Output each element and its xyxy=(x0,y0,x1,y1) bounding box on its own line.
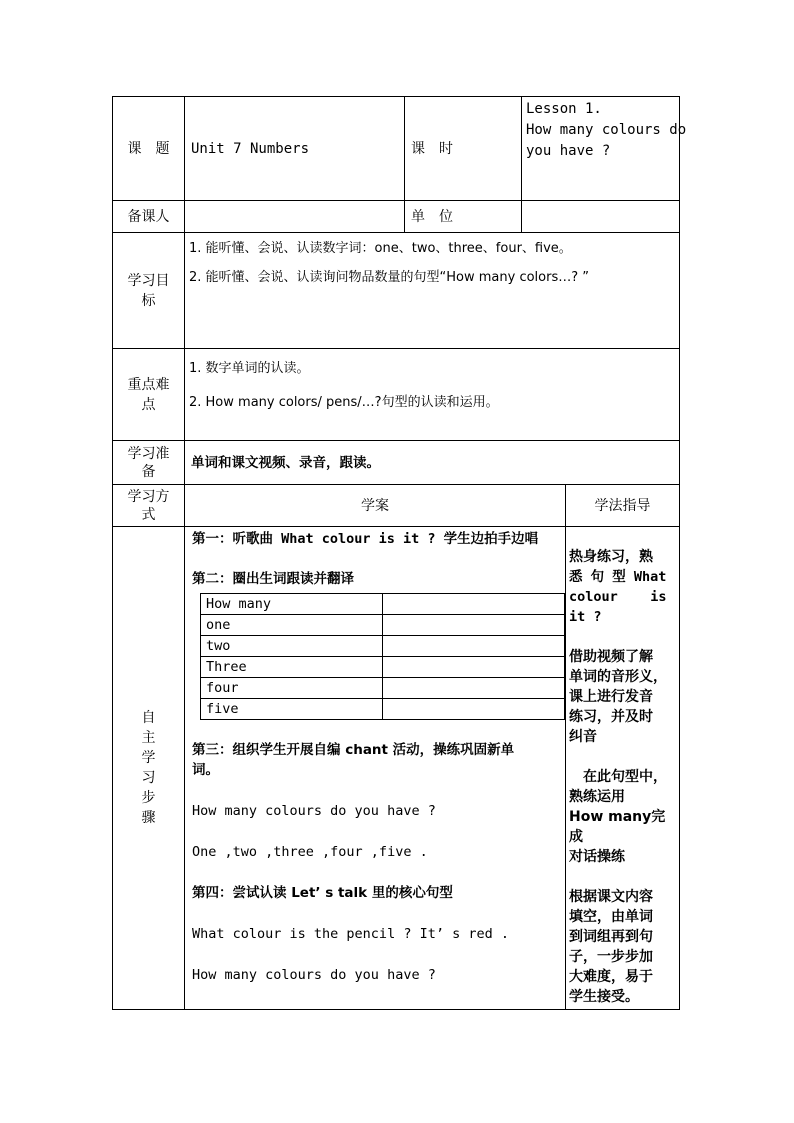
plan-header: 学案 xyxy=(185,485,566,527)
step-3-line-1: 第三：组织学生开展自编 chant 活动，操练巩固新单 xyxy=(192,742,515,758)
key-points-label-line1: 重点难 xyxy=(127,376,170,393)
guidance-2-line: 单词的音形义， xyxy=(569,669,667,685)
self-study-char-2: 主 xyxy=(141,730,156,746)
guidance-block-3 xyxy=(569,767,676,867)
lesson-line-2: How many colours do xyxy=(526,122,687,138)
guidance-2-line: 纠音 xyxy=(569,729,597,745)
vocab-word: one xyxy=(201,615,383,636)
guidance-block-1 xyxy=(569,547,676,627)
method-row xyxy=(113,485,680,527)
self-study-content xyxy=(185,527,566,1010)
step-3-sentence-1: How many colours do you have ? xyxy=(192,803,436,819)
vocab-word: Three xyxy=(201,657,383,678)
guidance-4-line: 子，一步步加 xyxy=(569,949,653,965)
guidance-2-line: 借助视频了解 xyxy=(569,649,653,665)
method-label xyxy=(113,485,185,527)
guidance-content xyxy=(566,527,680,1010)
goals-label-line1: 学习目 xyxy=(127,272,170,289)
self-study-char-1: 自 xyxy=(141,710,156,726)
self-study-char-4: 习 xyxy=(141,770,156,786)
key-points-content xyxy=(185,349,680,441)
vocab-row xyxy=(201,636,565,657)
vocab-word: five xyxy=(201,699,383,720)
vocab-translation-field[interactable] xyxy=(383,657,565,678)
method-label-line1: 学习方 xyxy=(127,488,170,505)
preparer-label: 备课人 xyxy=(113,201,185,233)
goal-item-1: 1. 能听懂、会说、认读数字词：one、two、three、four、five。 xyxy=(189,241,572,256)
vocab-word: four xyxy=(201,678,383,699)
topic-row xyxy=(113,97,680,201)
self-study-char-5: 步 xyxy=(141,790,156,806)
vocab-translation-field[interactable] xyxy=(383,636,565,657)
goals-content xyxy=(185,233,680,349)
period-label: 课 时 xyxy=(405,97,522,201)
preparation-label-line1: 学习准 xyxy=(127,445,170,462)
lesson-line-1: Lesson 1. xyxy=(526,101,602,117)
vocab-row xyxy=(201,657,565,678)
vocab-word: two xyxy=(201,636,383,657)
goals-row xyxy=(113,233,680,349)
guidance-1-line: colour is xyxy=(569,589,667,605)
guidance-3-line: 对话操练 xyxy=(569,849,625,865)
goals-label xyxy=(113,233,185,349)
self-study-label xyxy=(113,527,185,1010)
key-points-row xyxy=(113,349,680,441)
guidance-3-line: 在此句型中， xyxy=(569,769,667,785)
unit-label: 单 位 xyxy=(405,201,522,233)
vocab-word: How many xyxy=(201,594,383,615)
key-points-label-line2: 点 xyxy=(141,396,156,413)
guidance-4-line: 填空，由单词 xyxy=(569,909,653,925)
vocab-table xyxy=(200,593,565,720)
preparation-row xyxy=(113,441,680,485)
self-study-row xyxy=(113,527,680,1010)
key-point-2: 2. How many colors/ pens/…?句型的认读和运用。 xyxy=(189,395,499,410)
goal-item-2: 2. 能听懂、会说、认读询问物品数量的句型“How many colors…? ” xyxy=(189,270,590,285)
guidance-1-line: 悉 句 型 What xyxy=(569,569,667,585)
guidance-block-2 xyxy=(569,647,676,747)
guidance-3-line: How many完成 xyxy=(569,809,666,845)
guidance-2-line: 课上进行发音 xyxy=(569,689,653,705)
preparation-label-line2: 备 xyxy=(141,463,156,480)
guidance-1-line: 热身练习，熟 xyxy=(569,549,653,565)
unit-value xyxy=(522,201,680,233)
preparer-value xyxy=(185,201,405,233)
step-4-sentence-1: What colour is the pencil ? It’ s red . xyxy=(192,926,509,942)
preparation-value: 单词和课文视频、录音，跟读。 xyxy=(185,441,680,485)
step-3-sentence-2: One ,two ,three ,four ,five . xyxy=(192,844,428,860)
key-points-label xyxy=(113,349,185,441)
lesson-plan-table xyxy=(112,96,687,1010)
goals-label-line2: 标 xyxy=(141,292,156,309)
step-2: 第二：圈出生词跟读并翻译 xyxy=(192,571,354,587)
vocab-translation-field[interactable] xyxy=(383,678,565,699)
vocab-row xyxy=(201,678,565,699)
vocab-translation-field[interactable] xyxy=(383,615,565,636)
guide-header: 学法指导 xyxy=(566,485,680,527)
preparer-row xyxy=(113,201,680,233)
vocab-translation-field[interactable] xyxy=(383,699,565,720)
guidance-4-line: 学生接受。 xyxy=(569,989,639,1005)
self-study-char-6: 骤 xyxy=(141,810,156,826)
topic-value: Unit 7 Numbers xyxy=(185,97,405,201)
method-label-line2: 式 xyxy=(141,506,156,523)
guidance-4-line: 根据课文内容 xyxy=(569,889,653,905)
step-4: 第四：尝试认读 Let’ s talk 里的核心句型 xyxy=(192,885,453,901)
topic-label: 课 题 xyxy=(113,97,185,201)
vocab-translation-field[interactable] xyxy=(383,594,565,615)
lesson-title-cell xyxy=(522,97,687,201)
guidance-3-line: 熟练运用 xyxy=(569,789,625,805)
preparation-label xyxy=(113,441,185,485)
self-study-char-3: 学 xyxy=(141,750,156,766)
lesson-line-3: you have ? xyxy=(526,143,611,159)
step-3-line-2: 词。 xyxy=(192,762,219,778)
step-4-sentence-2: How many colours do you have ? xyxy=(192,967,436,983)
guidance-1-line: it ? xyxy=(569,609,602,625)
vocab-row xyxy=(201,699,565,720)
vocab-row xyxy=(201,594,565,615)
guidance-4-line: 大难度，易于 xyxy=(569,969,653,985)
guidance-block-4 xyxy=(569,887,676,1007)
guidance-4-line: 到词组再到句 xyxy=(569,929,653,945)
vocab-row xyxy=(201,615,565,636)
key-point-1: 1. 数字单词的认读。 xyxy=(189,361,310,376)
guidance-2-line: 练习，并及时 xyxy=(569,709,653,725)
step-1: 第一：听歌曲 What colour is it ? 学生边拍手边唱 xyxy=(192,531,539,547)
